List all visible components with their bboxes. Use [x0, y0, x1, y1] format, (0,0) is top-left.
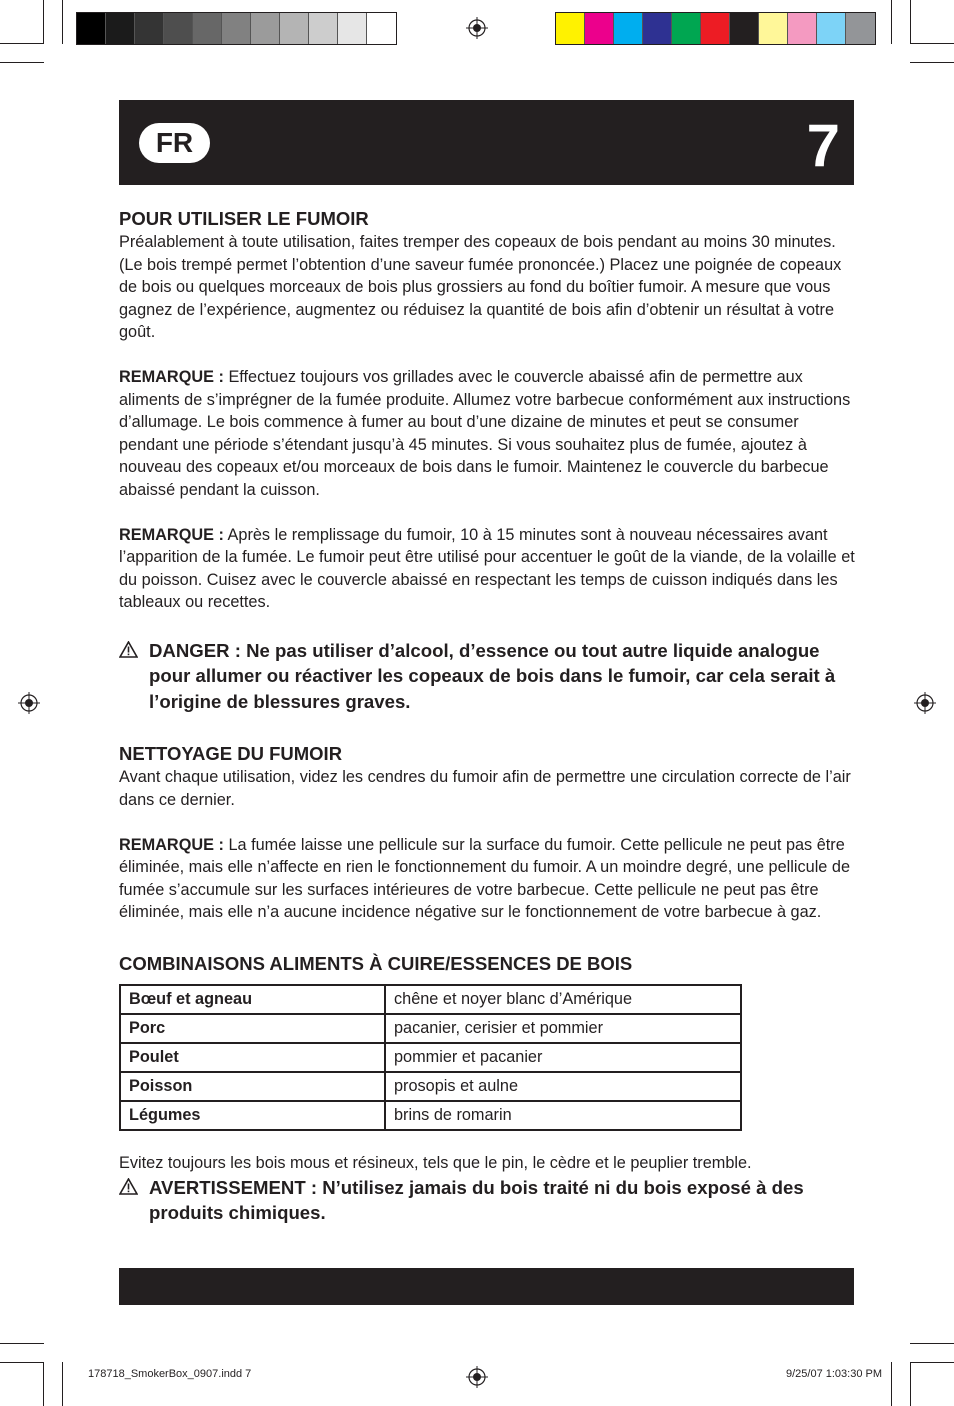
food-cell: Bœuf et agneau	[120, 985, 385, 1014]
chemical-warning	[119, 1175, 859, 1226]
color-swatch	[788, 13, 817, 44]
note-film	[119, 834, 859, 924]
color-swatch	[367, 13, 396, 44]
table-row	[120, 985, 741, 1014]
danger-warning	[119, 638, 859, 715]
note-grilling	[119, 366, 859, 502]
color-swatch	[106, 13, 135, 44]
table-row	[120, 1072, 741, 1101]
note-text: Effectuez toujours vos grillades avec le couvercle abaissé afin de permettre aux aliments de s’imprégner de la fumée produite. Allumez votre barbecue conformément aux instructions d’allumage. Le bois commence à fumer au bout d’une dizaine de minutes et peut se consumer pendant une période s’étendant jusqu’à 45 minutes. Si vous souhaitez plus de fumée, ajoutez à nouveau des copeaux et/ou morceaux de bois dans le fumoir. Maintenez le couvercle du barbecue abaissé pendant la cuisson.	[119, 367, 851, 499]
color-swatch	[556, 13, 585, 44]
color-swatch	[280, 13, 309, 44]
language-badge: FR	[139, 123, 210, 163]
wood-cell: brins de romarin	[385, 1101, 741, 1130]
warning-triangle-icon	[119, 641, 138, 658]
color-swatch	[643, 13, 672, 44]
food-wood-table	[119, 984, 742, 1131]
color-swatch	[614, 13, 643, 44]
color-swatch	[672, 13, 701, 44]
crop-mark	[891, 0, 892, 44]
table-row	[120, 1043, 741, 1072]
warning-text: AVERTISSEMENT : N’utilisez jamais du bois traité ni du bois exposé à des produits chimiques.	[149, 1176, 804, 1224]
note-label: REMARQUE :	[119, 525, 224, 544]
color-swatch	[701, 13, 730, 44]
color-swatch	[730, 13, 759, 44]
color-swatch	[585, 13, 614, 44]
note-label: REMARQUE :	[119, 367, 224, 386]
wood-cell: pommier et pacanier	[385, 1043, 741, 1072]
danger-text: DANGER : Ne pas utiliser d’alcool, d’essence ou tout autre liquide analogue pour allumer ou réactiver les copeaux de bois dans le fumoir, car cela serait à l’origine de blessures graves.	[149, 639, 836, 712]
food-cell: Poulet	[120, 1043, 385, 1072]
page-header	[119, 100, 854, 185]
crop-mark	[910, 1362, 911, 1406]
note-text: Après le remplissage du fumoir, 10 à 15 minutes sont à nouveau nécessaires avant l’apparition de la fumée. Le fumoir peut être utilisé pour accentuer le goût de la viande, de la volaille et du poisson. Cuisez avec le couvercle abaissé en respectant les temps de cuisson indiqués dans les tableaux ou recettes.	[119, 525, 855, 612]
section-title-combinations: COMBINAISONS ALIMENTS À CUIRE/ESSENCES DE BOIS	[119, 952, 633, 974]
registration-mark-icon	[466, 17, 488, 39]
usage-paragraph: Préalablement à toute utilisation, faites tremper des copeaux de bois pendant au moins 30 minutes. (Le bois trempé permet l’obtention d’une saveur fumée prononcée.) Placez une poignée de copeaux de bois ou quelques morceaux de bois plus grossiers au fond du boîtier fumoir. A mesure que vous gagnez de l’expérience, augmentez ou réduisez la quantité de bois afin d’obtenir un résultat à votre goût.	[119, 233, 842, 342]
color-swatch	[135, 13, 164, 44]
registration-mark-icon	[18, 692, 40, 714]
process-color-bar	[555, 12, 876, 45]
crop-mark	[910, 1362, 954, 1363]
color-swatch	[77, 13, 106, 44]
section-title-cleaning: NETTOYAGE DU FUMOIR	[119, 743, 343, 765]
table-row	[120, 1014, 741, 1043]
color-swatch	[759, 13, 788, 44]
crop-mark	[910, 43, 954, 44]
footer-bar	[119, 1268, 854, 1305]
color-swatch	[309, 13, 338, 44]
color-swatch	[846, 13, 875, 44]
color-swatch	[222, 13, 251, 44]
note-label: REMARQUE :	[119, 835, 224, 854]
registration-mark-icon	[914, 692, 936, 714]
crop-mark	[62, 0, 63, 44]
note-refill	[119, 524, 859, 614]
wood-cell: chêne et noyer blanc d’Amérique	[385, 985, 741, 1014]
slug-date: 9/25/07 1:03:30 PM	[785, 1368, 882, 1380]
crop-mark	[910, 1343, 954, 1344]
note-text: La fumée laisse une pellicule sur la surface du fumoir. Cette pellicule ne peut pas être éliminée, mais elle n’affecte en rien le fonctionnement du fumoir. A un moindre degré, une pellicule de fumée s’accumule sur les surfaces intérieures de votre barbecue. Cette pellicule ne peut pas être éliminée, mais elle n’a aucune incidence négative sur le fonctionnement de votre barbecue à gaz.	[119, 835, 850, 922]
wood-cell: prosopis et aulne	[385, 1072, 741, 1101]
page-number: 7	[806, 112, 840, 179]
slug-filename: 178718_SmokerBox_0907.indd 7	[88, 1368, 252, 1380]
color-swatch	[164, 13, 193, 44]
page-content	[119, 207, 859, 1226]
crop-mark	[910, 62, 954, 63]
crop-mark	[910, 0, 911, 44]
section-title-usage: POUR UTILISER LE FUMOIR	[119, 208, 369, 229]
food-cell: Légumes	[120, 1101, 385, 1130]
avoid-woods-text: Evitez toujours les bois mous et résineux, tels que le pin, le cèdre et le peuplier tremble.	[119, 1153, 752, 1172]
color-swatch	[251, 13, 280, 44]
crop-mark	[891, 1362, 892, 1406]
food-cell: Porc	[120, 1014, 385, 1043]
crop-mark	[62, 1362, 63, 1406]
cleaning-paragraph: Avant chaque utilisation, videz les cendres du fumoir afin de permettre une circulation correcte de l’air dans ce dernier.	[119, 768, 851, 809]
crop-mark	[0, 62, 44, 63]
color-swatch	[193, 13, 222, 44]
warning-triangle-icon	[119, 1178, 138, 1195]
table-row	[120, 1101, 741, 1130]
registration-mark-icon	[466, 1366, 488, 1388]
crop-mark	[43, 0, 44, 44]
crop-mark	[0, 1362, 44, 1363]
food-cell: Poisson	[120, 1072, 385, 1101]
crop-mark	[43, 1362, 44, 1406]
crop-mark	[0, 43, 44, 44]
grayscale-bar	[76, 12, 397, 45]
crop-mark	[0, 1343, 44, 1344]
color-swatch	[817, 13, 846, 44]
color-swatch	[338, 13, 367, 44]
wood-cell: pacanier, cerisier et pommier	[385, 1014, 741, 1043]
